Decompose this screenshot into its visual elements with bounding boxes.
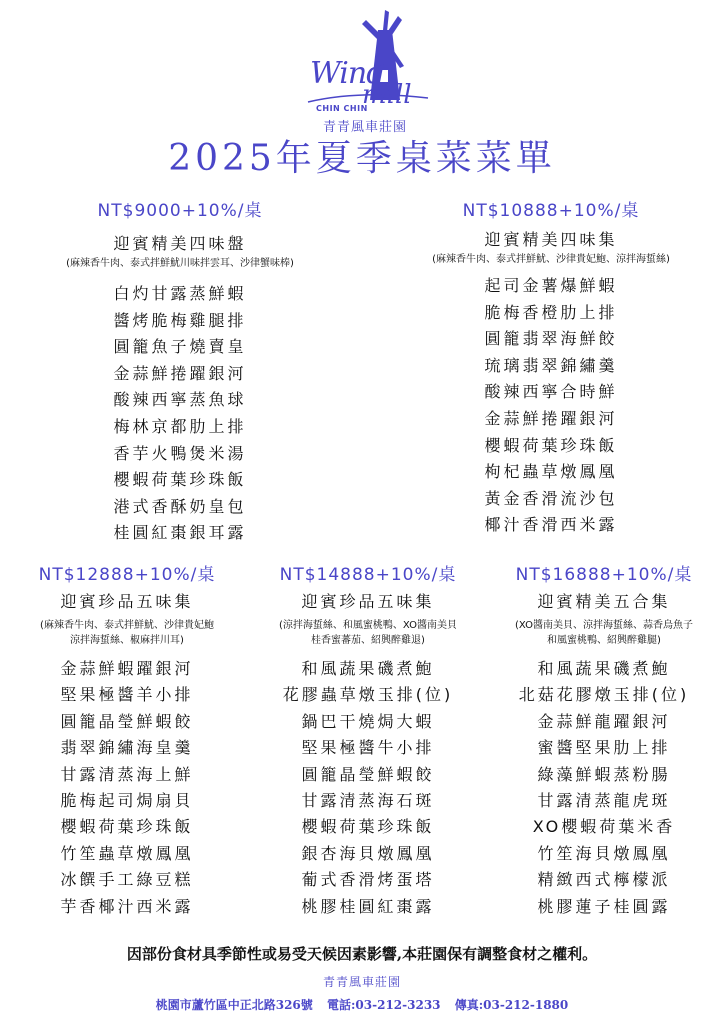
dish-item: 圓籠翡翠海鮮餃 — [484, 329, 618, 349]
logo-script-text: Wind — [310, 56, 385, 91]
logo-script-text-2: mill — [362, 80, 412, 110]
dish-item: 金蒜鮮捲躍銀河 — [484, 408, 618, 428]
dish-item: XO櫻蝦荷葉米香 — [532, 817, 676, 837]
dish-item: 甘露清蒸海石斑 — [301, 791, 435, 811]
dish-item: 金蒜鮮蝦躍銀河 — [60, 659, 194, 678]
footer-name: 青青風車莊園 — [322, 975, 401, 989]
dish-item: 冰饌手工綠豆糕 — [60, 870, 194, 890]
menu-price: NT$14888+10%/桌 — [279, 565, 457, 585]
dish-item: 竹笙蟲草燉鳳凰 — [60, 843, 194, 863]
dish-item: 精緻西式檸檬派 — [537, 870, 671, 890]
footer-address: 桃園市蘆竹區中正北路326號 — [155, 998, 313, 1012]
dish-item: 脆梅起司焗扇貝 — [60, 791, 194, 811]
menu-set-name: 迎賓珍品五味集 — [301, 592, 435, 611]
dish-item: 白灼甘露蒸鮮蝦 — [113, 284, 247, 303]
menu-description: (麻辣香牛肉、泰式拌鮮魷、沙律貴妃鮑、涼拌海蜇絲) — [432, 254, 670, 265]
dish-item: 酸辣西寧蒸魚球 — [113, 390, 247, 410]
menu-description: 涼拌海蜇絲、椒麻拌川耳) — [70, 635, 184, 646]
menu-set-name: 迎賓精美四味盤 — [113, 234, 247, 253]
menu-column — [386, 196, 716, 539]
dish-item: 起司金薯爆鮮蝦 — [484, 276, 618, 295]
dish-item: 脆梅香橙肋上排 — [484, 302, 618, 322]
dish-item: 堅果極醬羊小排 — [60, 685, 194, 705]
menu-column — [20, 196, 340, 547]
dish-list — [8, 656, 246, 920]
dish-item: 梅林京都肋上排 — [113, 416, 247, 436]
dish-item: 桂圓紅棗銀耳露 — [113, 523, 247, 543]
dish-item: 圓籠晶瑩鮮蝦餃 — [301, 764, 435, 784]
menu-column — [250, 560, 486, 920]
disclaimer-note: 因部份食材具季節性或易受天候因素影響,本莊園保有調整食材之權利。 — [126, 945, 598, 963]
dish-item: 蜜醬堅果肋上排 — [537, 738, 671, 758]
dish-item: 琉璃翡翠錦繡羹 — [484, 355, 618, 375]
dish-item: 圓籠魚子燒賣皇 — [113, 337, 247, 357]
dish-item: 綠藻鮮蝦蒸粉腸 — [537, 764, 671, 784]
dish-list — [386, 273, 716, 539]
dish-item: 花膠蟲草燉玉排(位) — [282, 685, 454, 705]
menu-description: (麻辣香牛肉、泰式拌鮮魷川味拌雲耳、沙律蟹味棒) — [66, 258, 294, 269]
dish-item: 醬烤脆梅雞腿排 — [113, 310, 247, 330]
footer-contact — [0, 996, 724, 1013]
menu-description: 和風蜜桃鴨、紹興醉雞腿) — [547, 635, 661, 646]
menu-column — [8, 560, 246, 920]
dish-item: 和風蔬果磯煮鮑 — [301, 659, 435, 678]
dish-item: 芋香椰汁西米露 — [60, 896, 194, 916]
dish-item: 堅果極醬牛小排 — [301, 738, 435, 758]
dish-item: 酸辣西寧合時鮮 — [484, 382, 618, 402]
dish-item: 香芋火鴨煲米湯 — [113, 443, 247, 463]
menu-price: NT$16888+10%/桌 — [515, 565, 693, 585]
menu-price: NT$9000+10%/桌 — [97, 201, 263, 221]
dish-item: 和風蔬果磯煮鮑 — [537, 659, 671, 678]
menu-set-name: 迎賓珍品五味集 — [60, 592, 194, 611]
dish-item: 黃金香滑流沙包 — [484, 488, 618, 508]
windmill-logo — [300, 8, 430, 135]
dish-item: 枸杞蟲草燉鳳凰 — [484, 462, 618, 482]
dish-item: 桃膠蓮子桂圓露 — [537, 896, 671, 916]
dish-item: 鍋巴干燒焗大蝦 — [301, 711, 435, 731]
menu-price: NT$10888+10%/桌 — [462, 201, 640, 221]
dish-item: 櫻蝦荷葉珍珠飯 — [113, 470, 247, 490]
dish-item: 櫻蝦荷葉珍珠飯 — [484, 435, 618, 455]
dish-item: 北菇花膠燉玉排(位) — [518, 685, 690, 705]
menu-column — [490, 560, 718, 920]
dish-item: 桃膠桂圓紅棗露 — [301, 896, 435, 916]
menu-description: 桂香蜜蕃茄、紹興醉雞退) — [311, 635, 425, 646]
menu-description: (XO醬南美貝、涼拌海蜇絲、蒜香烏魚子 — [515, 620, 693, 631]
dish-item: 椰汁香滑西米露 — [484, 515, 618, 535]
dish-item: 櫻蝦荷葉珍珠飯 — [301, 817, 435, 837]
footer-fax: 傳真:03-212-1880 — [454, 998, 569, 1012]
menu-set-name: 迎賓精美四味集 — [484, 230, 618, 249]
dish-item: 銀杏海貝燉鳳凰 — [301, 843, 435, 863]
menu-description: (涼拌海蜇絲、和風蜜桃鴨、XO醬南美貝 — [279, 620, 457, 631]
footer-phone: 電話:03-212-3233 — [326, 998, 441, 1012]
dish-item: 翡翠錦繡海皇羹 — [60, 738, 194, 758]
dish-item: 港式香酥奶皇包 — [113, 496, 247, 516]
logo-name-cn: 青青風車莊園 — [322, 120, 407, 135]
dish-list — [250, 656, 486, 920]
dish-item: 甘露清蒸海上鮮 — [60, 764, 194, 784]
dish-item: 葡式香滑烤蛋塔 — [301, 870, 435, 890]
dish-list — [20, 281, 340, 547]
menu-price: NT$12888+10%/桌 — [38, 565, 216, 585]
dish-item: 圓籠晶瑩鮮蝦餃 — [60, 711, 194, 731]
menu-set-name: 迎賓精美五合集 — [537, 592, 671, 611]
dish-list — [490, 656, 718, 920]
dish-item: 甘露清蒸龍虎斑 — [537, 791, 671, 811]
logo-brand: CHIN CHIN — [316, 104, 368, 113]
dish-item: 金蒜鮮龍躍銀河 — [537, 711, 671, 731]
dish-item: 金蒜鮮捲躍銀河 — [113, 363, 247, 383]
page-title: 2025年夏季桌菜菜單 — [168, 138, 556, 179]
menu-description: (麻辣香牛肉、泰式拌鮮魷、沙律貴妃鮑 — [40, 620, 214, 631]
dish-item: 櫻蝦荷葉珍珠飯 — [60, 817, 194, 837]
dish-item: 竹笙海貝燉鳳凰 — [537, 843, 671, 863]
